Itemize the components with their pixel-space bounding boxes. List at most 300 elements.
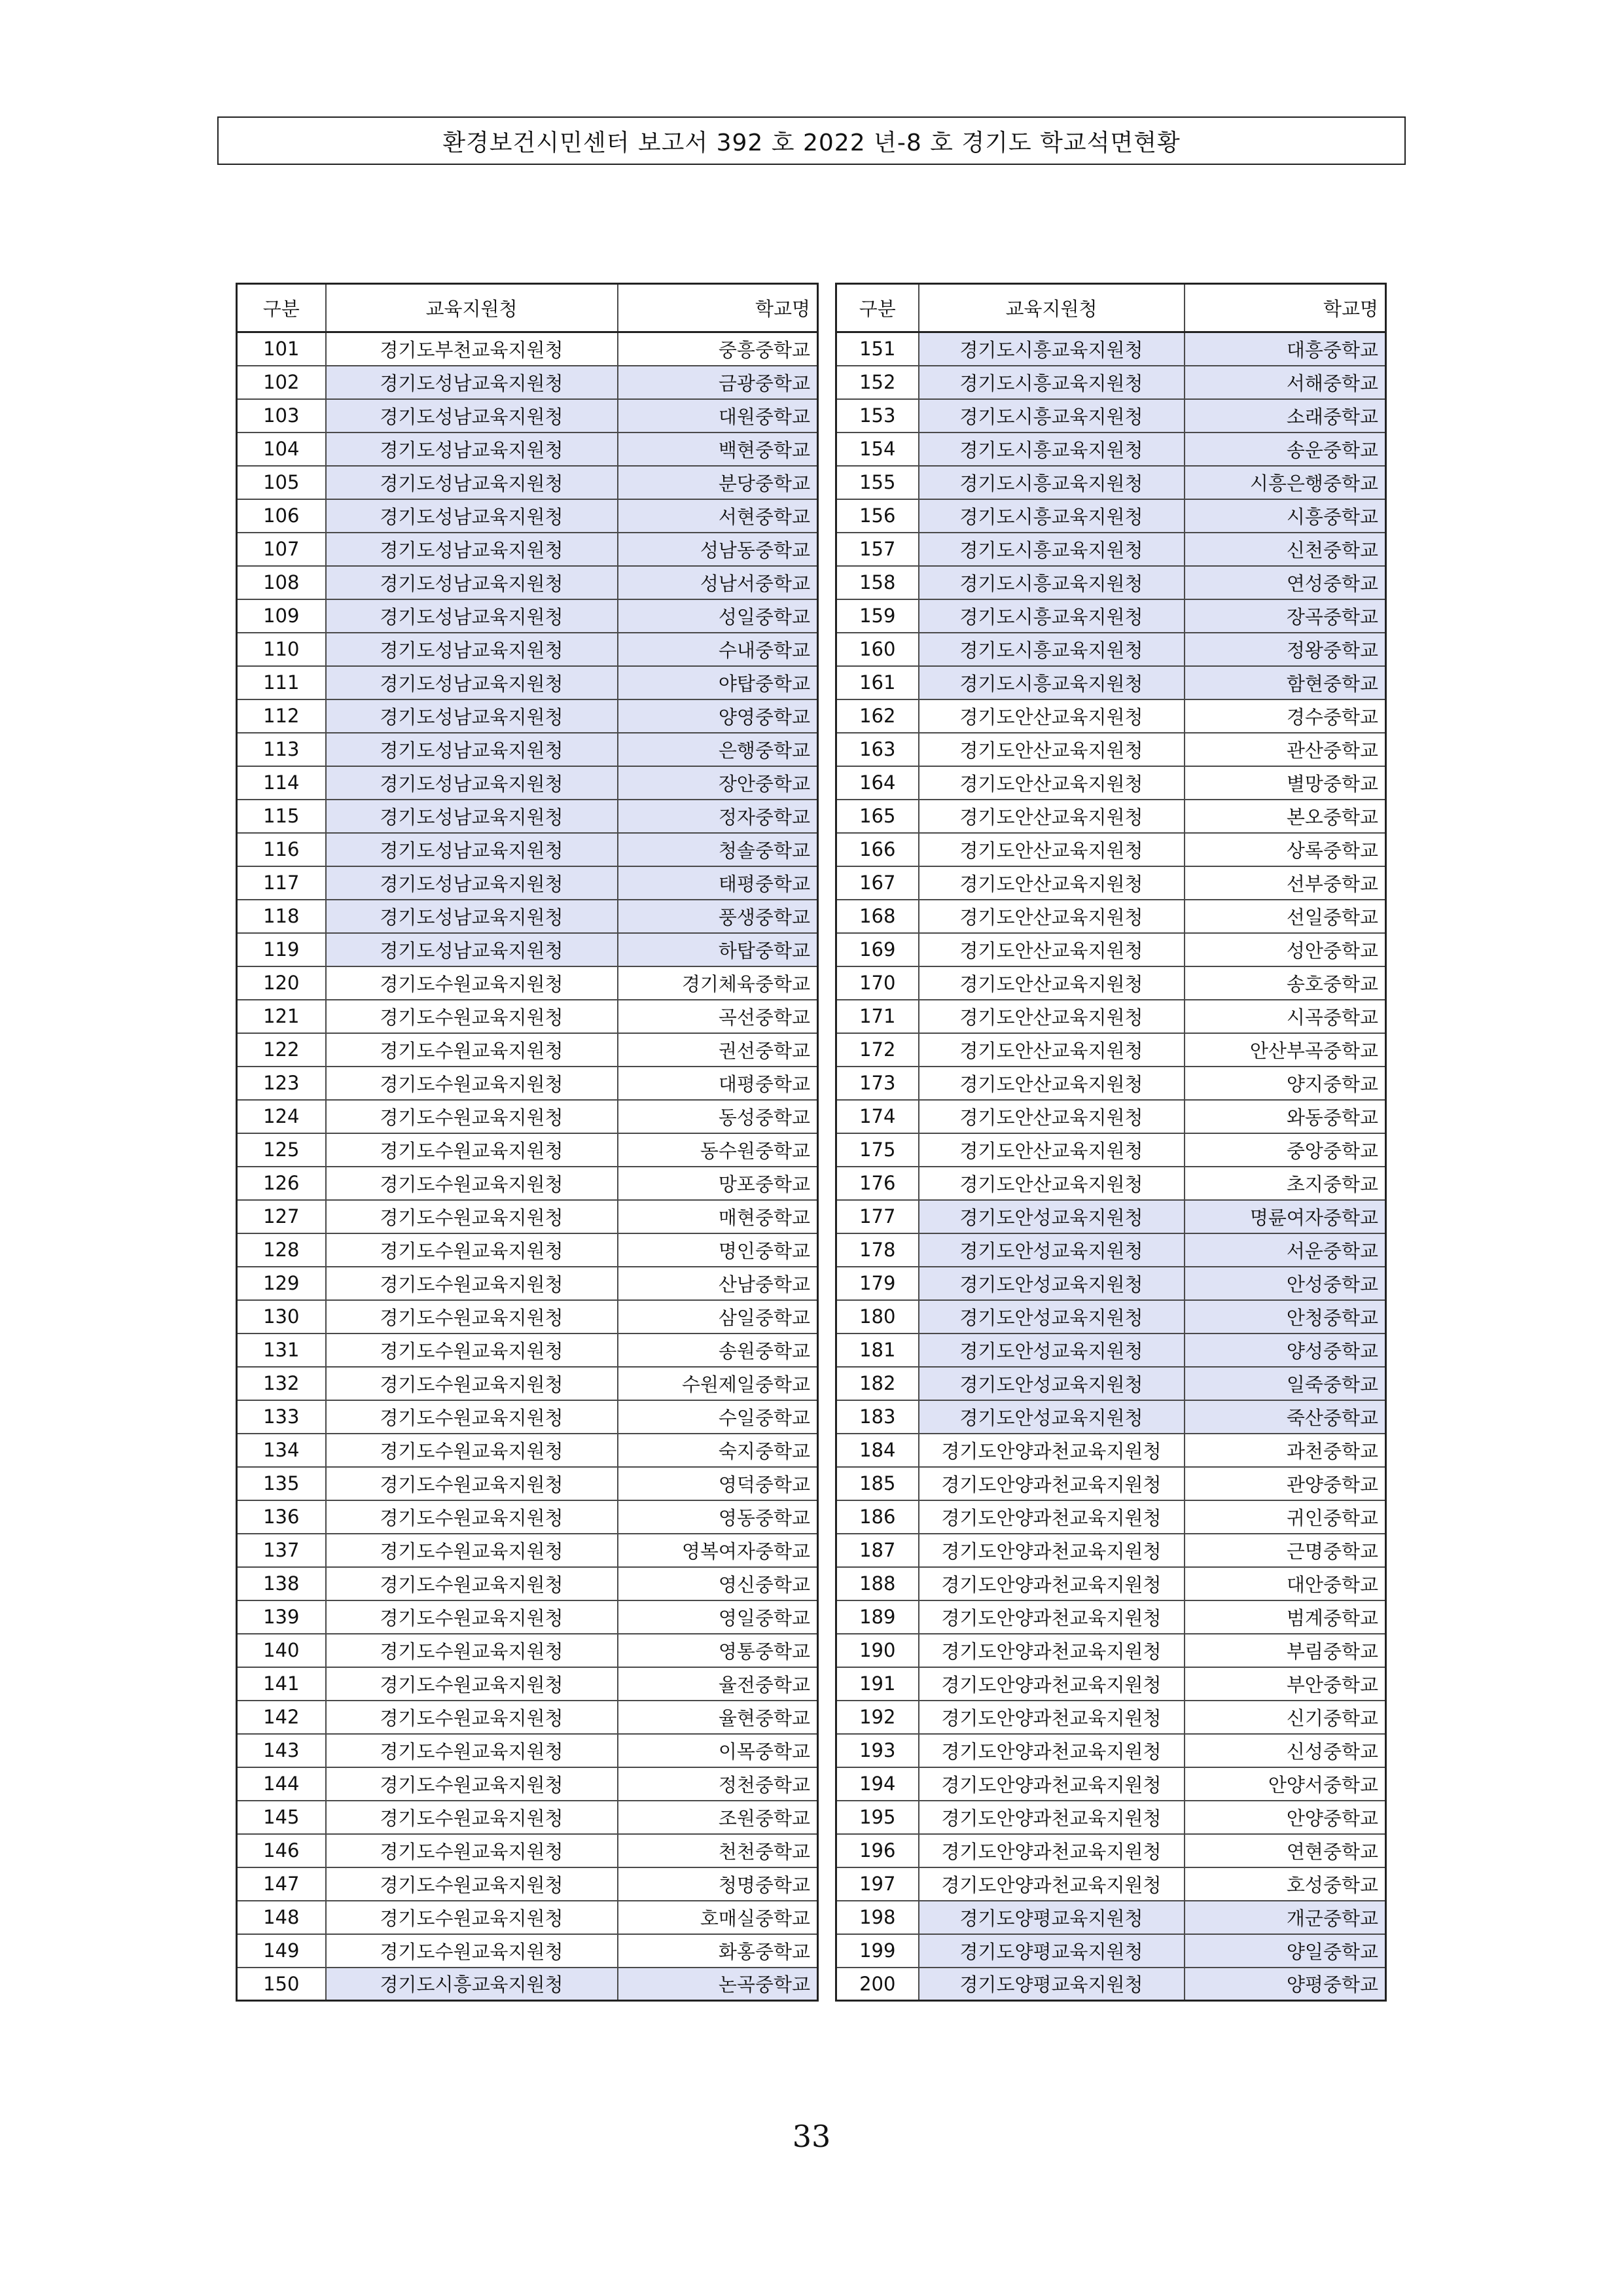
row-number: 163 [836,733,919,766]
office-cell: 경기도성남교육지원청 [326,900,618,933]
row-number: 141 [237,1667,326,1701]
school-cell: 귀인중학교 [1185,1500,1386,1534]
row-number: 118 [237,900,326,933]
office-cell: 경기도수원교육지원청 [326,1333,618,1367]
school-cell: 상록중학교 [1185,833,1386,866]
table-row [836,766,1386,800]
office-cell: 경기도성남교육지원청 [326,466,618,499]
school-cell: 청명중학교 [618,1867,818,1901]
school-cell: 산남중학교 [618,1267,818,1300]
office-cell: 경기도시흥교육지원청 [919,399,1185,433]
school-cell: 율전중학교 [618,1667,818,1701]
row-number: 143 [237,1734,326,1767]
office-cell: 경기도성남교육지원청 [326,599,618,633]
school-cell: 과천중학교 [1185,1434,1386,1467]
row-number: 130 [237,1300,326,1333]
office-cell: 경기도안성교육지원청 [919,1400,1185,1434]
row-number: 190 [836,1634,919,1667]
office-cell: 경기도안양과천교육지원청 [919,1834,1185,1867]
office-cell: 경기도수원교육지원청 [326,966,618,1000]
table-header-row [237,284,818,332]
row-number: 109 [237,599,326,633]
report-header: 환경보건시민센터 보고서 392 호 2022 년-8 호 경기도 학교석면현황 [217,116,1406,165]
school-cell: 성남서중학교 [618,566,818,599]
office-cell: 경기도수원교육지원청 [326,1467,618,1500]
office-cell: 경기도수원교육지원청 [326,1033,618,1067]
row-number: 186 [836,1500,919,1534]
table-row [836,533,1386,566]
school-cell: 관산중학교 [1185,733,1386,766]
office-cell: 경기도안성교육지원청 [919,1233,1185,1267]
table-row [836,1067,1386,1100]
office-cell: 경기도수원교육지원청 [326,1133,618,1167]
school-cell: 율현중학교 [618,1701,818,1734]
school-cell: 안양중학교 [1185,1801,1386,1834]
row-number: 165 [836,800,919,833]
school-cell: 장안중학교 [618,766,818,800]
row-number: 104 [237,433,326,466]
row-number: 140 [237,1634,326,1667]
office-cell: 경기도시흥교육지원청 [326,1968,618,2001]
row-number: 152 [836,366,919,399]
table-row [237,399,818,433]
school-cell: 양평중학교 [1185,1968,1386,2001]
table-row [836,499,1386,533]
row-number: 174 [836,1100,919,1133]
table-row [237,1968,818,2001]
table-row [237,1133,818,1167]
table-row [237,1801,818,1834]
table-row [836,1801,1386,1834]
row-number: 171 [836,1000,919,1033]
table-row [836,1267,1386,1300]
row-number: 157 [836,533,919,566]
table-row [237,1634,818,1667]
school-cell: 죽산중학교 [1185,1400,1386,1434]
row-number: 148 [237,1901,326,1934]
row-number: 167 [836,866,919,900]
page-number: 33 [792,2119,831,2154]
office-cell: 경기도안산교육지원청 [919,1133,1185,1167]
row-number: 115 [237,800,326,833]
table-row [836,666,1386,699]
row-number: 189 [836,1600,919,1634]
office-cell: 경기도성남교육지원청 [326,766,618,800]
table-header-row [836,284,1386,332]
office-cell: 경기도수원교육지원청 [326,1067,618,1100]
office-cell: 경기도수원교육지원청 [326,1233,618,1267]
office-cell: 경기도안양과천교육지원청 [919,1567,1185,1600]
row-number: 164 [836,766,919,800]
school-cell: 호매실중학교 [618,1901,818,1934]
table-row [237,1934,818,1968]
table-row [836,1834,1386,1867]
office-cell: 경기도안산교육지원청 [919,1000,1185,1033]
table-row [237,1667,818,1701]
table-row [237,966,818,1000]
row-number: 158 [836,566,919,599]
school-cell: 경기체육중학교 [618,966,818,1000]
school-cell: 송호중학교 [1185,966,1386,1000]
office-cell: 경기도안양과천교육지원청 [919,1534,1185,1567]
office-cell: 경기도수원교육지원청 [326,1767,618,1801]
row-number: 161 [836,666,919,699]
table-row [836,1567,1386,1600]
office-cell: 경기도양평교육지원청 [919,1968,1185,2001]
school-cell: 서해중학교 [1185,366,1386,399]
table-row [836,466,1386,499]
school-cell: 중흥중학교 [618,332,818,366]
office-cell: 경기도안양과천교육지원청 [919,1634,1185,1667]
school-cell: 동수원중학교 [618,1133,818,1167]
row-number: 108 [237,566,326,599]
table-row [237,1834,818,1867]
school-cell: 정자중학교 [618,800,818,833]
school-cell: 양일중학교 [1185,1934,1386,1968]
row-number: 170 [836,966,919,1000]
row-number: 113 [237,733,326,766]
school-cell: 개군중학교 [1185,1901,1386,1934]
row-number: 182 [836,1367,919,1400]
column-header-school: 학교명 [1185,284,1386,332]
table-row [237,900,818,933]
row-number: 102 [237,366,326,399]
office-cell: 경기도안양과천교육지원청 [919,1801,1185,1834]
row-number: 121 [237,1000,326,1033]
table-row [237,1333,818,1367]
table-row [836,1968,1386,2001]
school-cell: 양영중학교 [618,699,818,733]
row-number: 160 [836,633,919,666]
table-row [836,566,1386,599]
table-row [836,1634,1386,1667]
table-row [237,866,818,900]
school-cell: 와동중학교 [1185,1100,1386,1133]
table-row [237,1567,818,1600]
table-row [237,533,818,566]
row-number: 154 [836,433,919,466]
office-cell: 경기도수원교육지원청 [326,1834,618,1867]
table-row [237,1367,818,1400]
school-cell: 성일중학교 [618,599,818,633]
table-row [237,1400,818,1434]
office-cell: 경기도안성교육지원청 [919,1200,1185,1233]
school-cell: 신기중학교 [1185,1701,1386,1734]
row-number: 133 [237,1400,326,1434]
school-cell: 분당중학교 [618,466,818,499]
office-cell: 경기도수원교육지원청 [326,1701,618,1734]
row-number: 191 [836,1667,919,1701]
row-number: 168 [836,900,919,933]
table-row [237,1300,818,1333]
table-row [836,1400,1386,1434]
column-header-office: 교육지원청 [919,284,1185,332]
school-cell: 수내중학교 [618,633,818,666]
office-cell: 경기도수원교육지원청 [326,1534,618,1567]
office-cell: 경기도성남교육지원청 [326,933,618,966]
row-number: 126 [237,1167,326,1200]
school-table-left [236,283,819,2002]
office-cell: 경기도성남교육지원청 [326,733,618,766]
table-row [836,1600,1386,1634]
table-row [237,499,818,533]
school-cell: 곡선중학교 [618,1000,818,1033]
school-cell: 논곡중학교 [618,1968,818,2001]
school-cell: 영복여자중학교 [618,1534,818,1567]
row-number: 173 [836,1067,919,1100]
school-cell: 망포중학교 [618,1167,818,1200]
school-cell: 양성중학교 [1185,1333,1386,1367]
table-row [237,1033,818,1067]
table-row [237,633,818,666]
school-cell: 매현중학교 [618,1200,818,1233]
row-number: 185 [836,1467,919,1500]
school-cell: 시곡중학교 [1185,1000,1386,1033]
row-number: 135 [237,1467,326,1500]
row-number: 137 [237,1534,326,1567]
row-number: 145 [237,1801,326,1834]
table-row [836,1901,1386,1934]
office-cell: 경기도안산교육지원청 [919,933,1185,966]
row-number: 138 [237,1567,326,1600]
row-number: 175 [836,1133,919,1167]
school-cell: 소래중학교 [1185,399,1386,433]
office-cell: 경기도시흥교육지원청 [919,332,1185,366]
office-cell: 경기도안양과천교육지원청 [919,1701,1185,1734]
table-row [836,1100,1386,1133]
row-number: 131 [237,1333,326,1367]
office-cell: 경기도수원교육지원청 [326,1734,618,1767]
office-cell: 경기도시흥교육지원청 [919,499,1185,533]
school-cell: 정천중학교 [618,1767,818,1801]
row-number: 120 [237,966,326,1000]
row-number: 198 [836,1901,919,1934]
office-cell: 경기도수원교육지원청 [326,1901,618,1934]
row-number: 187 [836,1534,919,1567]
office-cell: 경기도성남교육지원청 [326,399,618,433]
office-cell: 경기도수원교육지원청 [326,1167,618,1200]
office-cell: 경기도성남교육지원청 [326,699,618,733]
office-cell: 경기도안양과천교육지원청 [919,1734,1185,1767]
row-number: 127 [237,1200,326,1233]
table-row [836,1200,1386,1233]
office-cell: 경기도안성교육지원청 [919,1367,1185,1400]
school-cell: 명륜여자중학교 [1185,1200,1386,1233]
row-number: 178 [836,1233,919,1267]
office-cell: 경기도성남교육지원청 [326,566,618,599]
office-cell: 경기도안산교육지원청 [919,1067,1185,1100]
office-cell: 경기도성남교육지원청 [326,366,618,399]
row-number: 156 [836,499,919,533]
office-cell: 경기도수원교육지원청 [326,1934,618,1968]
office-cell: 경기도수원교육지원청 [326,1400,618,1434]
row-number: 132 [237,1367,326,1400]
row-number: 150 [237,1968,326,2001]
row-number: 103 [237,399,326,433]
office-cell: 경기도안산교육지원청 [919,1033,1185,1067]
school-cell: 일죽중학교 [1185,1367,1386,1400]
table-row [237,1600,818,1634]
office-cell: 경기도성남교육지원청 [326,433,618,466]
office-cell: 경기도수원교육지원청 [326,1500,618,1534]
table-row [836,633,1386,666]
table-row [836,733,1386,766]
office-cell: 경기도수원교육지원청 [326,1600,618,1634]
row-number: 128 [237,1233,326,1267]
office-cell: 경기도시흥교육지원청 [919,533,1185,566]
school-cell: 백현중학교 [618,433,818,466]
office-cell: 경기도안산교육지원청 [919,966,1185,1000]
office-cell: 경기도시흥교육지원청 [919,466,1185,499]
table-row [836,1701,1386,1734]
row-number: 112 [237,699,326,733]
school-cell: 금광중학교 [618,366,818,399]
row-number: 200 [836,1968,919,2001]
office-cell: 경기도시흥교육지원청 [919,633,1185,666]
table-row [237,800,818,833]
table-row [836,1333,1386,1367]
table-row [836,433,1386,466]
school-cell: 장곡중학교 [1185,599,1386,633]
office-cell: 경기도수원교육지원청 [326,1100,618,1133]
school-cell: 영덕중학교 [618,1467,818,1500]
row-number: 105 [237,466,326,499]
school-cell: 야탑중학교 [618,666,818,699]
school-cell: 시흥은행중학교 [1185,466,1386,499]
row-number: 125 [237,1133,326,1167]
school-cell: 정왕중학교 [1185,633,1386,666]
office-cell: 경기도수원교육지원청 [326,1867,618,1901]
office-cell: 경기도성남교육지원청 [326,533,618,566]
school-cell: 영일중학교 [618,1600,818,1634]
row-number: 144 [237,1767,326,1801]
school-cell: 관양중학교 [1185,1467,1386,1500]
table-row [237,332,818,366]
office-cell: 경기도수원교육지원청 [326,1267,618,1300]
office-cell: 경기도안성교육지원청 [919,1267,1185,1300]
school-cell: 안양서중학교 [1185,1767,1386,1801]
table-row [237,1434,818,1467]
school-cell: 숙지중학교 [618,1434,818,1467]
school-cell: 범계중학교 [1185,1600,1386,1634]
row-number: 114 [237,766,326,800]
office-cell: 경기도안양과천교육지원청 [919,1667,1185,1701]
table-row [237,1167,818,1200]
office-cell: 경기도성남교육지원청 [326,666,618,699]
table-row [836,1133,1386,1167]
row-number: 122 [237,1033,326,1067]
office-cell: 경기도양평교육지원청 [919,1934,1185,1968]
school-cell: 서현중학교 [618,499,818,533]
row-number: 134 [237,1434,326,1467]
row-number: 177 [836,1200,919,1233]
row-number: 149 [237,1934,326,1968]
school-cell: 영신중학교 [618,1567,818,1600]
school-cell: 권선중학교 [618,1033,818,1067]
table-row [237,733,818,766]
row-number: 192 [836,1701,919,1734]
table-row [237,699,818,733]
table-row [836,933,1386,966]
row-number: 139 [237,1600,326,1634]
school-cell: 호성중학교 [1185,1867,1386,1901]
school-cell: 명인중학교 [618,1233,818,1267]
table-row [237,599,818,633]
table-row [237,1067,818,1100]
office-cell: 경기도안산교육지원청 [919,1167,1185,1200]
school-cell: 연성중학교 [1185,566,1386,599]
school-cell: 서운중학교 [1185,1233,1386,1267]
office-cell: 경기도성남교육지원청 [326,633,618,666]
office-cell: 경기도성남교육지원청 [326,800,618,833]
school-cell: 대평중학교 [618,1067,818,1100]
table-row [836,1934,1386,1968]
table-row [237,1200,818,1233]
row-number: 179 [836,1267,919,1300]
table-row [237,1767,818,1801]
school-table-right [835,283,1387,2002]
row-number: 151 [836,332,919,366]
office-cell: 경기도안양과천교육지원청 [919,1867,1185,1901]
school-cell: 성남동중학교 [618,533,818,566]
school-cell: 천천중학교 [618,1834,818,1867]
office-cell: 경기도부천교육지원청 [326,332,618,366]
table-row [836,1767,1386,1801]
row-number: 172 [836,1033,919,1067]
office-cell: 경기도수원교육지원청 [326,1634,618,1667]
school-cell: 송원중학교 [618,1333,818,1367]
row-number: 136 [237,1500,326,1534]
table-row [836,1667,1386,1701]
office-cell: 경기도안산교육지원청 [919,800,1185,833]
school-cell: 신천중학교 [1185,533,1386,566]
school-cell: 영통중학교 [618,1634,818,1667]
row-number: 147 [237,1867,326,1901]
table-row [836,399,1386,433]
row-number: 153 [836,399,919,433]
table-row [237,433,818,466]
school-cell: 화홍중학교 [618,1934,818,1968]
table-row [237,466,818,499]
school-cell: 별망중학교 [1185,766,1386,800]
office-cell: 경기도수원교육지원청 [326,1300,618,1333]
office-cell: 경기도시흥교육지원청 [919,433,1185,466]
row-number: 111 [237,666,326,699]
table-row [836,1434,1386,1467]
office-cell: 경기도안양과천교육지원청 [919,1767,1185,1801]
row-number: 101 [237,332,326,366]
table-row [237,1534,818,1567]
table-row [237,1000,818,1033]
table-row [237,1701,818,1734]
table-row [836,900,1386,933]
table-row [237,1467,818,1500]
table-row [836,1467,1386,1500]
row-number: 193 [836,1734,919,1767]
office-cell: 경기도시흥교육지원청 [919,599,1185,633]
school-cell: 안산부곡중학교 [1185,1033,1386,1067]
school-cell: 함현중학교 [1185,666,1386,699]
table-row [836,1233,1386,1267]
table-row [237,1267,818,1300]
row-number: 181 [836,1333,919,1367]
school-cell: 부안중학교 [1185,1667,1386,1701]
table-row [836,1534,1386,1567]
school-cell: 대흥중학교 [1185,332,1386,366]
school-cell: 양지중학교 [1185,1067,1386,1100]
column-header-office: 교육지원청 [326,284,618,332]
table-row [836,966,1386,1000]
